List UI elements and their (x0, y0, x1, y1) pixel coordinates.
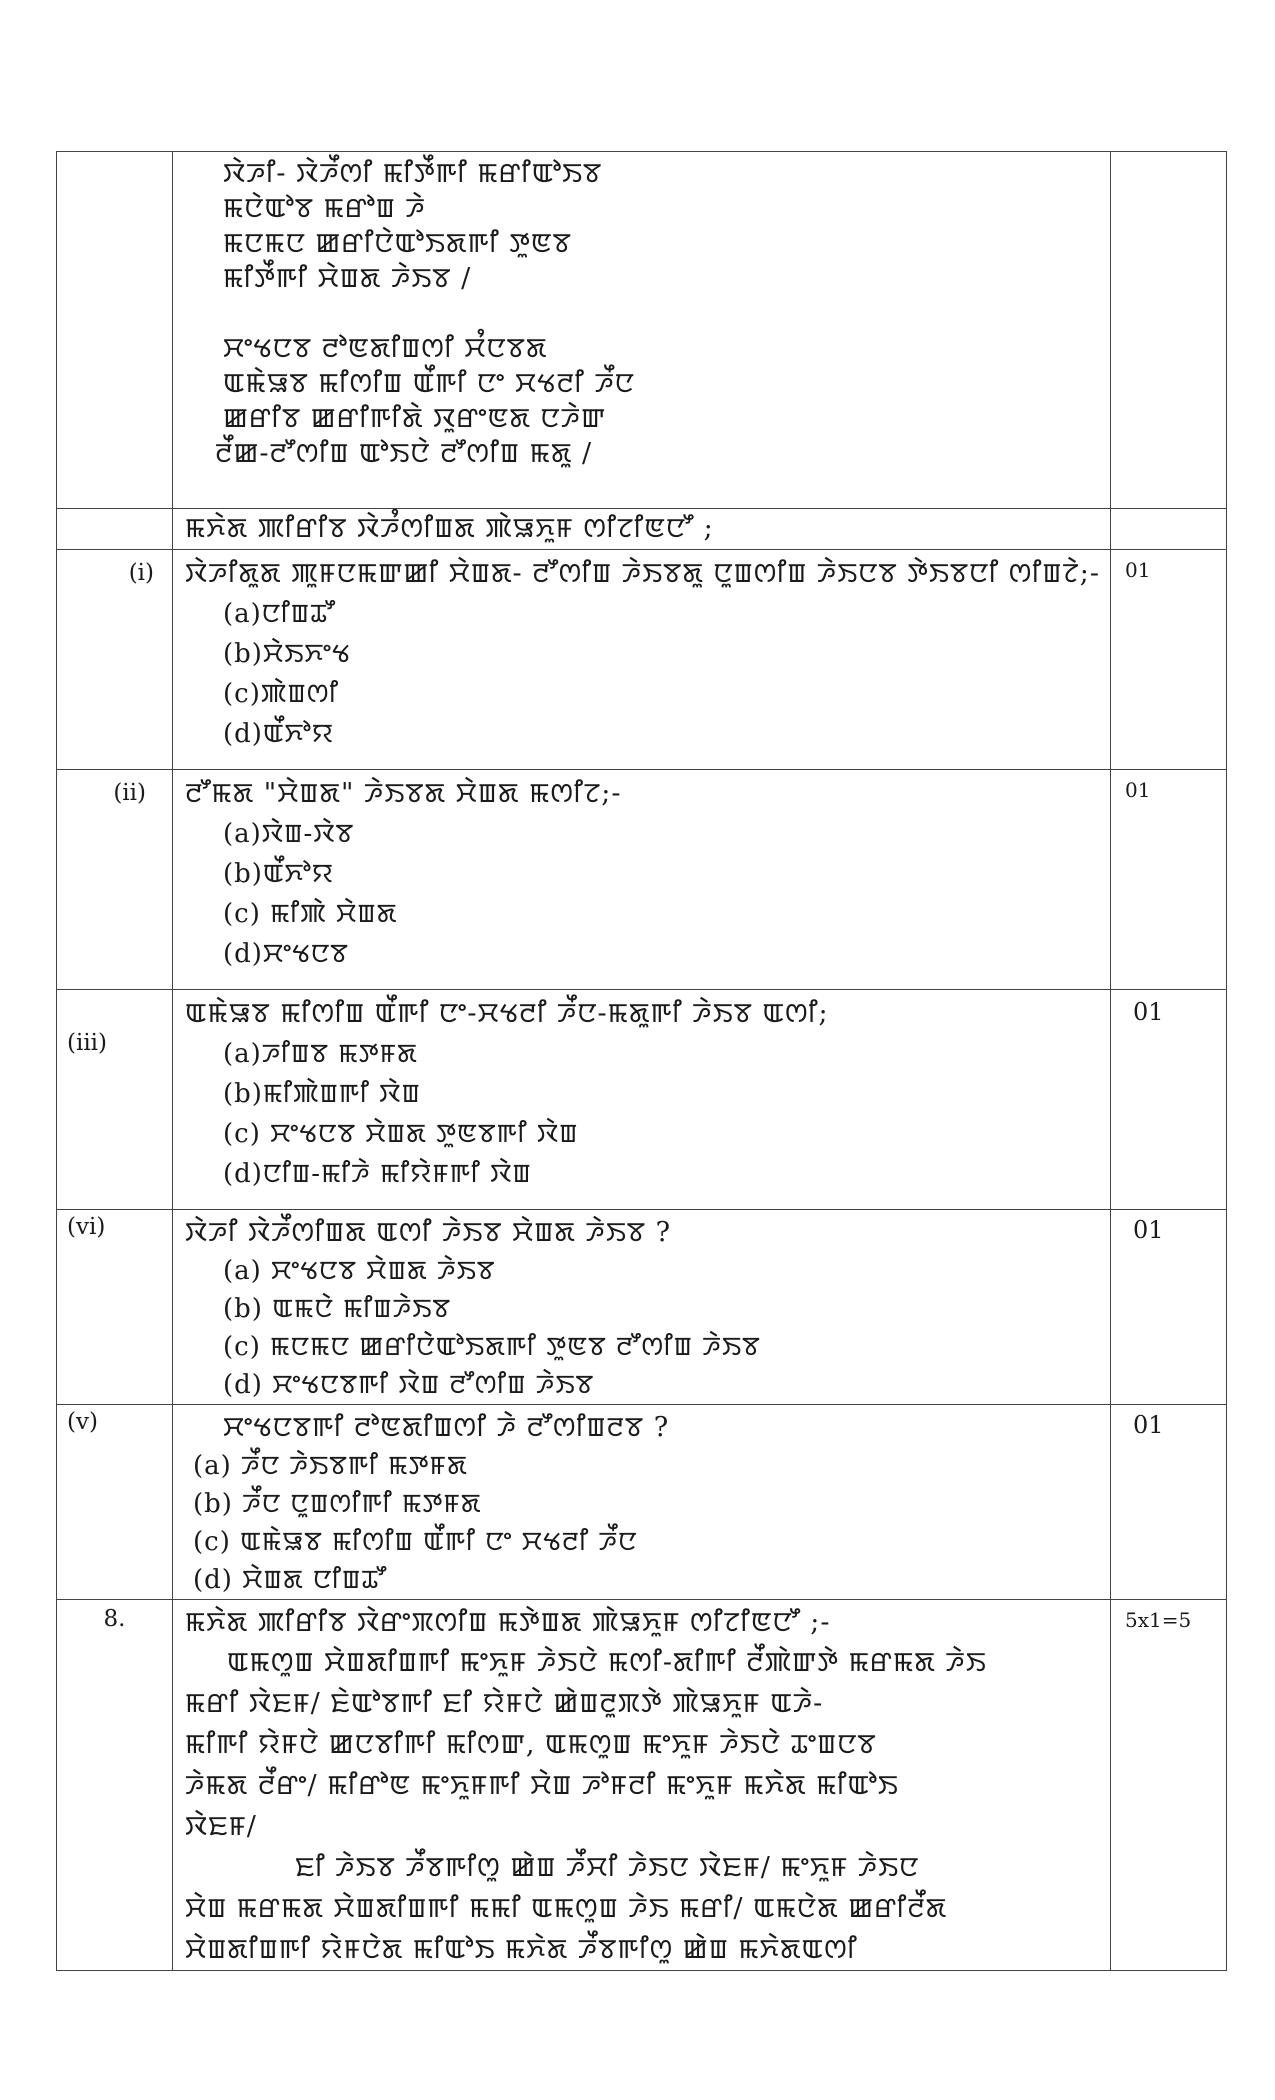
empty-number-cell (57, 509, 173, 550)
question-marks: 01 (1125, 778, 1151, 802)
option-c: (c)ꯄꯥꯡꯁꯤ (223, 679, 340, 709)
empty-marks-cell (1111, 509, 1227, 550)
question-marks: 01 (1133, 998, 1164, 1026)
question-text: ꯋꯥꯍꯤ ꯋꯥꯍꯩꯁꯤꯡꯗ ꯑꯁꯤ ꯍꯥꯏꯕ ꯆꯥꯡꯗ ꯍꯥꯏꯕ ? (185, 1217, 672, 1248)
instruction-text: ꯃꯈꯥꯗ ꯄꯤꯔꯤꯕ ꯋꯥꯍꯪꯁꯤꯡꯗ ꯄꯥꯎꯈꯨꯝ ꯁꯤꯖꯤꯟꯅꯧ ; (185, 513, 714, 544)
option-c: (c) ꯆꯦꯠꯅꯕ ꯆꯥꯡꯗ ꯇꯨꯟꯕꯒꯤ ꯋꯥꯡ (223, 1119, 579, 1149)
question-marks: 5x1=5 (1125, 1608, 1192, 1632)
question-text: ꯆꯦꯠꯅꯕꯒꯤ ꯂꯣꯟꯗꯤꯡꯁꯤ ꯍꯥ ꯂꯧꯁꯤꯡꯂꯕ ? (223, 1412, 670, 1443)
option-b: (b)ꯆꯥꯏꯈꯦꯠ (223, 639, 351, 669)
passage (173, 1642, 1110, 1970)
option-a: (a) ꯍꯩꯅ ꯍꯥꯏꯕꯒꯤ ꯃꯇꯝꯗ (193, 1451, 468, 1481)
poem-line: ꯃꯅꯥꯑꯣꯕ ꯃꯔꯣꯡ ꯍꯥ (223, 193, 426, 224)
option-a: (a)ꯋꯥꯡ-ꯋꯥꯕ (223, 819, 355, 849)
option-b: (b) ꯍꯩꯅ ꯅꯨꯡꯁꯤꯒꯤ ꯃꯇꯝꯗ (193, 1489, 482, 1519)
passage-line: ꯃꯔꯤ ꯋꯥꯐꯝ/ ꯐꯥꯑꯣꯕꯒꯤ ꯐꯤ ꯌꯥꯝꯅꯥ ꯀꯥꯡꯂꯨꯞꯇꯥ ꯄꯥꯎꯈꯨꯝ ꯑꯍꯥ- (185, 1688, 824, 1719)
option-d: (d) ꯆꯥꯡꯗ ꯅꯤꯡꯊꯧ (193, 1565, 387, 1595)
option-a: (a)ꯍꯤꯡꯕ ꯃꯇꯝꯗ (223, 1039, 418, 1069)
poem-line: ꯂꯩꯀ-ꯂꯧꯁꯤꯡ ꯑꯣꯏꯅꯥ ꯂꯧꯁꯤꯡ ꯃꯗꯨ / (215, 438, 593, 469)
poem-line: ꯃꯅꯃꯅ ꯀꯔꯤꯅꯥꯑꯣꯏꯗꯒꯤ ꯇꯨꯟꯕ (223, 228, 572, 259)
poem-cell (173, 152, 1111, 509)
option-b: (b)ꯃꯤꯄꯥꯡꯒꯤ ꯋꯥꯡ (223, 1079, 421, 1109)
poem-line: ꯀꯔꯤꯕ ꯀꯔꯤꯒꯤꯗꯥ ꯋꯨꯔꯦꯟꯗ ꯅꯍꯥꯛ (223, 403, 607, 434)
passage-line: ꯆꯥꯡꯗꯤꯡꯒꯤ ꯌꯥꯝꯅꯥꯗ ꯃꯤꯑꯣꯏ ꯃꯈꯥꯗ ꯍꯩꯕꯒꯤꯁꯨ ꯀꯥꯡ ꯃꯈꯥꯗꯑꯁꯤ (185, 1934, 858, 1965)
stanza-gap (223, 296, 1110, 331)
passage-line: ꯋꯥꯐꯝ/ (185, 1811, 257, 1842)
poem-line: ꯑꯃꯥꯎꯕ ꯃꯤꯁꯤꯡ ꯑꯩꯒꯤ ꯅꯦ ꯆꯠꯂꯤ ꯍꯩꯅ (223, 368, 635, 399)
question-marks: 01 (1133, 1216, 1164, 1244)
question-number: (ii) (113, 780, 146, 806)
passage-line: ꯑꯃꯁꯨꯡ ꯆꯥꯡꯗꯤꯡꯒꯤ ꯃꯦꯈꯨꯝ ꯍꯥꯏꯅꯥ ꯃꯁꯤ-ꯗꯤꯒꯤ ꯂꯩꯄꯥꯛꯇꯥ ꯃꯔꯃꯗ ꯍꯥꯏ (227, 1647, 987, 1678)
question-marks: 01 (1125, 558, 1151, 582)
question-row (57, 1210, 1227, 1405)
option-d: (d)ꯅꯤꯡ-ꯃꯤꯍꯥ ꯃꯤꯌꯥꯝꯒꯤ ꯋꯥꯡ (223, 1159, 532, 1189)
option-d: (d)ꯆꯦꯠꯅꯕ (223, 939, 349, 969)
option-d: (d)ꯑꯩꯈꯣꯌ (223, 719, 335, 749)
question-text: ꯂꯧꯃꯗ "ꯆꯥꯡꯗ" ꯍꯥꯏꯕꯗ ꯆꯥꯡꯗ ꯃꯁꯤꯖ;- (185, 778, 622, 809)
option-b: (b) ꯑꯃꯅꯥ ꯃꯤꯡꯍꯥꯏꯕ (223, 1294, 452, 1324)
question-number: (i) (128, 560, 154, 586)
empty-marks-cell (1111, 152, 1227, 509)
passage-line: ꯐꯤ ꯍꯥꯏꯕ ꯍꯩꯕꯒꯤꯁꯨ ꯀꯥꯡ ꯍꯩꯆꯤ ꯍꯥꯏꯅ ꯋꯥꯐꯝ/ ꯃꯦꯈꯨꯝ ꯍꯥꯏꯅ (295, 1852, 920, 1883)
poem-line: ꯃꯤꯇꯩꯒꯤ ꯆꯥꯡꯗ ꯍꯥꯏꯕ / (223, 263, 472, 294)
empty-number-cell (57, 152, 173, 509)
option-c: (c) ꯑꯃꯥꯎꯕ ꯃꯤꯁꯤꯡ ꯑꯩꯒꯤ ꯅꯦ ꯆꯠꯂꯤ ꯍꯩꯅ (193, 1527, 638, 1557)
passage-line: ꯆꯥꯡ ꯃꯔꯃꯗ ꯆꯥꯡꯗꯤꯡꯒꯤ ꯃꯃꯤ ꯑꯃꯁꯨꯡ ꯍꯥꯏ ꯃꯔꯤ/ ꯑꯃꯅꯥꯗ ꯀꯔꯤꯂꯩꯗ (185, 1893, 948, 1924)
question-row (57, 990, 1227, 1210)
instruction-row (57, 509, 1227, 550)
question-row (57, 550, 1227, 770)
option-a: (a) ꯆꯦꯠꯅꯕ ꯆꯥꯡꯗ ꯍꯥꯏꯕ (223, 1256, 496, 1286)
poem-row (57, 152, 1227, 509)
poem-line: ꯋꯥꯍꯤ- ꯋꯥꯍꯩꯁꯤ ꯃꯤꯇꯩꯒꯤ ꯃꯔꯤꯑꯣꯏꯕ (223, 158, 603, 189)
question-table (56, 151, 1227, 1971)
question-number: 8. (103, 1606, 126, 1632)
option-c: (c) ꯃꯅꯃꯅ ꯀꯔꯤꯅꯥꯑꯣꯏꯗꯒꯤ ꯇꯨꯟꯕ ꯂꯧꯁꯤꯡ ꯍꯥꯏꯕ (223, 1332, 761, 1362)
question-number: (iii) (67, 1030, 108, 1056)
option-b: (b)ꯑꯩꯈꯣꯌ (223, 859, 335, 889)
question-text: ꯋꯥꯍꯤꯗꯨꯗ ꯄꯨꯝꯅꯃꯛꯀꯤ ꯆꯥꯡꯗ- ꯂꯧꯁꯤꯡ ꯍꯥꯏꯕꯗꯨ ꯅꯨꯡꯁꯤꯡ ꯍꯥꯏꯅꯕ ꯇꯥꯏꯕꯅꯤ ꯁꯤꯡꯖꯥ;- (185, 558, 1100, 589)
passage-line: ꯍꯥꯃꯗ ꯂꯩꯔꯦ/ ꯃꯤꯔꯣꯟ ꯃꯦꯈꯨꯝꯒꯤ ꯆꯥꯡ ꯍꯣꯝꯂꯤ ꯃꯦꯈꯨꯝ ꯃꯈꯥꯗ ꯃꯤꯑꯣꯏ (185, 1770, 899, 1801)
passage-line: ꯃꯤꯒꯤ ꯌꯥꯝꯅꯥ ꯀꯅꯕꯤꯒꯤ ꯃꯤꯁꯛ, ꯑꯃꯁꯨꯡ ꯃꯦꯈꯨꯝ ꯍꯥꯏꯅꯥ ꯊꯦꯡꯅꯕ (185, 1729, 877, 1760)
question-number: (vi) (67, 1214, 106, 1240)
question-row (57, 1600, 1227, 1971)
question-text: ꯃꯈꯥꯗ ꯄꯤꯔꯤꯕ ꯋꯥꯔꯦꯞꯁꯤꯡ ꯃꯇꯥꯡꯗ ꯄꯥꯎꯈꯨꯝ ꯁꯤꯖꯤꯟꯅꯧ ;- (185, 1607, 831, 1638)
question-row (57, 1405, 1227, 1600)
option-c: (c) ꯃꯤꯄꯥ ꯆꯥꯡꯗ (223, 899, 398, 929)
option-a: (a)ꯅꯤꯡꯊꯧ (223, 599, 336, 629)
question-marks: 01 (1133, 1411, 1164, 1439)
option-d: (d) ꯆꯦꯠꯅꯕꯒꯤ ꯋꯥꯡ ꯂꯧꯁꯤꯡ ꯍꯥꯏꯕ (223, 1370, 595, 1400)
question-row (57, 770, 1227, 990)
question-number: (v) (67, 1409, 98, 1435)
poem-line: ꯆꯦꯠꯅꯕ ꯂꯣꯟꯗꯤꯡꯁꯤ ꯆꯪꯅꯕꯗ (223, 333, 548, 364)
question-text: ꯑꯃꯥꯎꯕ ꯃꯤꯁꯤꯡ ꯑꯩꯒꯤ ꯅꯦ-ꯆꯠꯂꯤ ꯍꯩꯅ-ꯃꯗꯨꯒꯤ ꯍꯥꯏꯕ ꯑꯁꯤ; (185, 998, 829, 1029)
